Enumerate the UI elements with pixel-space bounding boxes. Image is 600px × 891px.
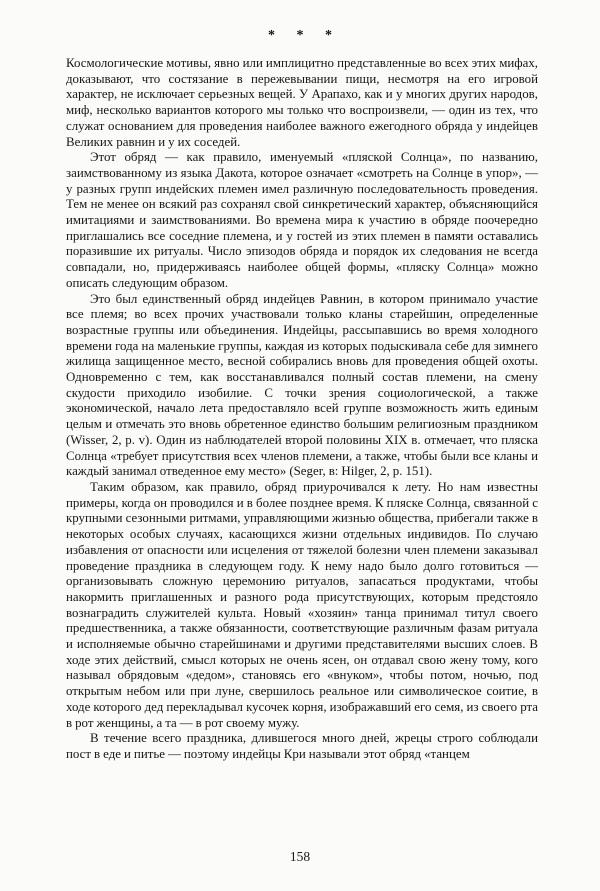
section-separator: * * * bbox=[268, 28, 341, 43]
paragraph: Космологические мотивы, явно или имплицитно представленные во всех этих мифах, доказывают, что состязание в пережевывании пищи, несмотря на его игровой характер, не исключает серьезных вещей. У Арапахо, как и у многих других народов, миф, несколько вариантов которого мы только что воспроизвели, — один из тех, что служат основанием для проведения наиболее важного ежегодного обряда у индейцев Великих равнин и у их соседей. bbox=[66, 56, 538, 149]
page-body bbox=[66, 56, 538, 763]
paragraph: Этот обряд — как правило, именуемый «пляской Солнца», по названию, заимствованному из языка Дакота, которое означает «смотреть на Солнце в упор», — у разных групп индейских племен имел различную последовательность проведения. Тем не менее он всякий раз сохранял свой синкретический характер, объясняющийся имитациями и заимствованиями. Во времена мира к участию в обряде поочередно приглашались все соседние племена, и у гостей из этих племен в памяти оставались поразившие их ритуалы. Число эпизодов обряда и порядок их следования не всегда совпадали, но, придерживаясь наиболее общей формы, «пляску Солнца» можно описать следующим образом. bbox=[66, 150, 538, 290]
page-number: 158 bbox=[289, 849, 311, 864]
paragraph: Таким образом, как правило, обряд приурочивался к лету. Но нам известны примеры, когда он проводился и в более позднее время. К пляске Солнца, связанной с крупными сезонными ритмами, управляющими жизнью общества, прибегали также в некоторых особых случаях, касающихся жизни отдельных индивидов. По случаю избавления от опасности или исцеления от тяжелой болезни член племени заказывал проведение праздника в следующем году. К нему надо было долго готовиться — организовывать сложную церемонию ритуалов, запасаться продуктами, чтобы накормить приглашенных и разного рода присутствующих, которым предстояло вознаградить служителей культа. Новый «хозяин» танца принимал титул своего предшественника, а также обязанности, соответствующие различным фазам ритуала и исполняемые обычно старейшинами и другими представителями высших слоев. В ходе этих действий, смысл которых не очень ясен, он отдавал свою жену тому, кого называл обрядовым «дедом», становясь его «внуком», чтобы потом, ночью, под открытым небом или при луне, свершилось реальное или символическое соитие, в ходе которого дед перекладывал кусочек корня, изображавший его семя, из своего рта в рот женщины, а та — в рот своему мужу. bbox=[66, 479, 538, 730]
paragraph: Это был единственный обряд индейцев Равнин, в котором принимало участие все племя; во всех прочих участвовали только кланы старейшин, определенные возрастные группы или объединения. Индейцы, рассыпавшись во время холодного времени года на маленькие группы, каждая из которых подыскивала себе для зимнего жилища защищенное место, весной собирались вновь для проведения общей охоты. Одновременно с тем, как восстанавливался полный состав племени, на смену скудости приходило изобилие. С точки зрения социологической, а также экономической, начало лета предоставляло всей группе возможность жить единым целым и отмечать это вновь обретенное единство большим религиозным праздником (Wisser, 2, p. v). Один из наблюдателей второй половины XIX в. отмечает, что пляска Солнца «требует присутствия всех членов племени, а также, чтобы были все кланы и каждый занимал отведенное ему место» (Seger, в: Hilger, 2, p. 151). bbox=[66, 291, 538, 479]
paragraph: В течение всего праздника, длившегося много дней, жрецы строго соблюдали пост в еде и питье — поэтому индейцы Кри называли этот обряд «танцем bbox=[66, 731, 538, 761]
